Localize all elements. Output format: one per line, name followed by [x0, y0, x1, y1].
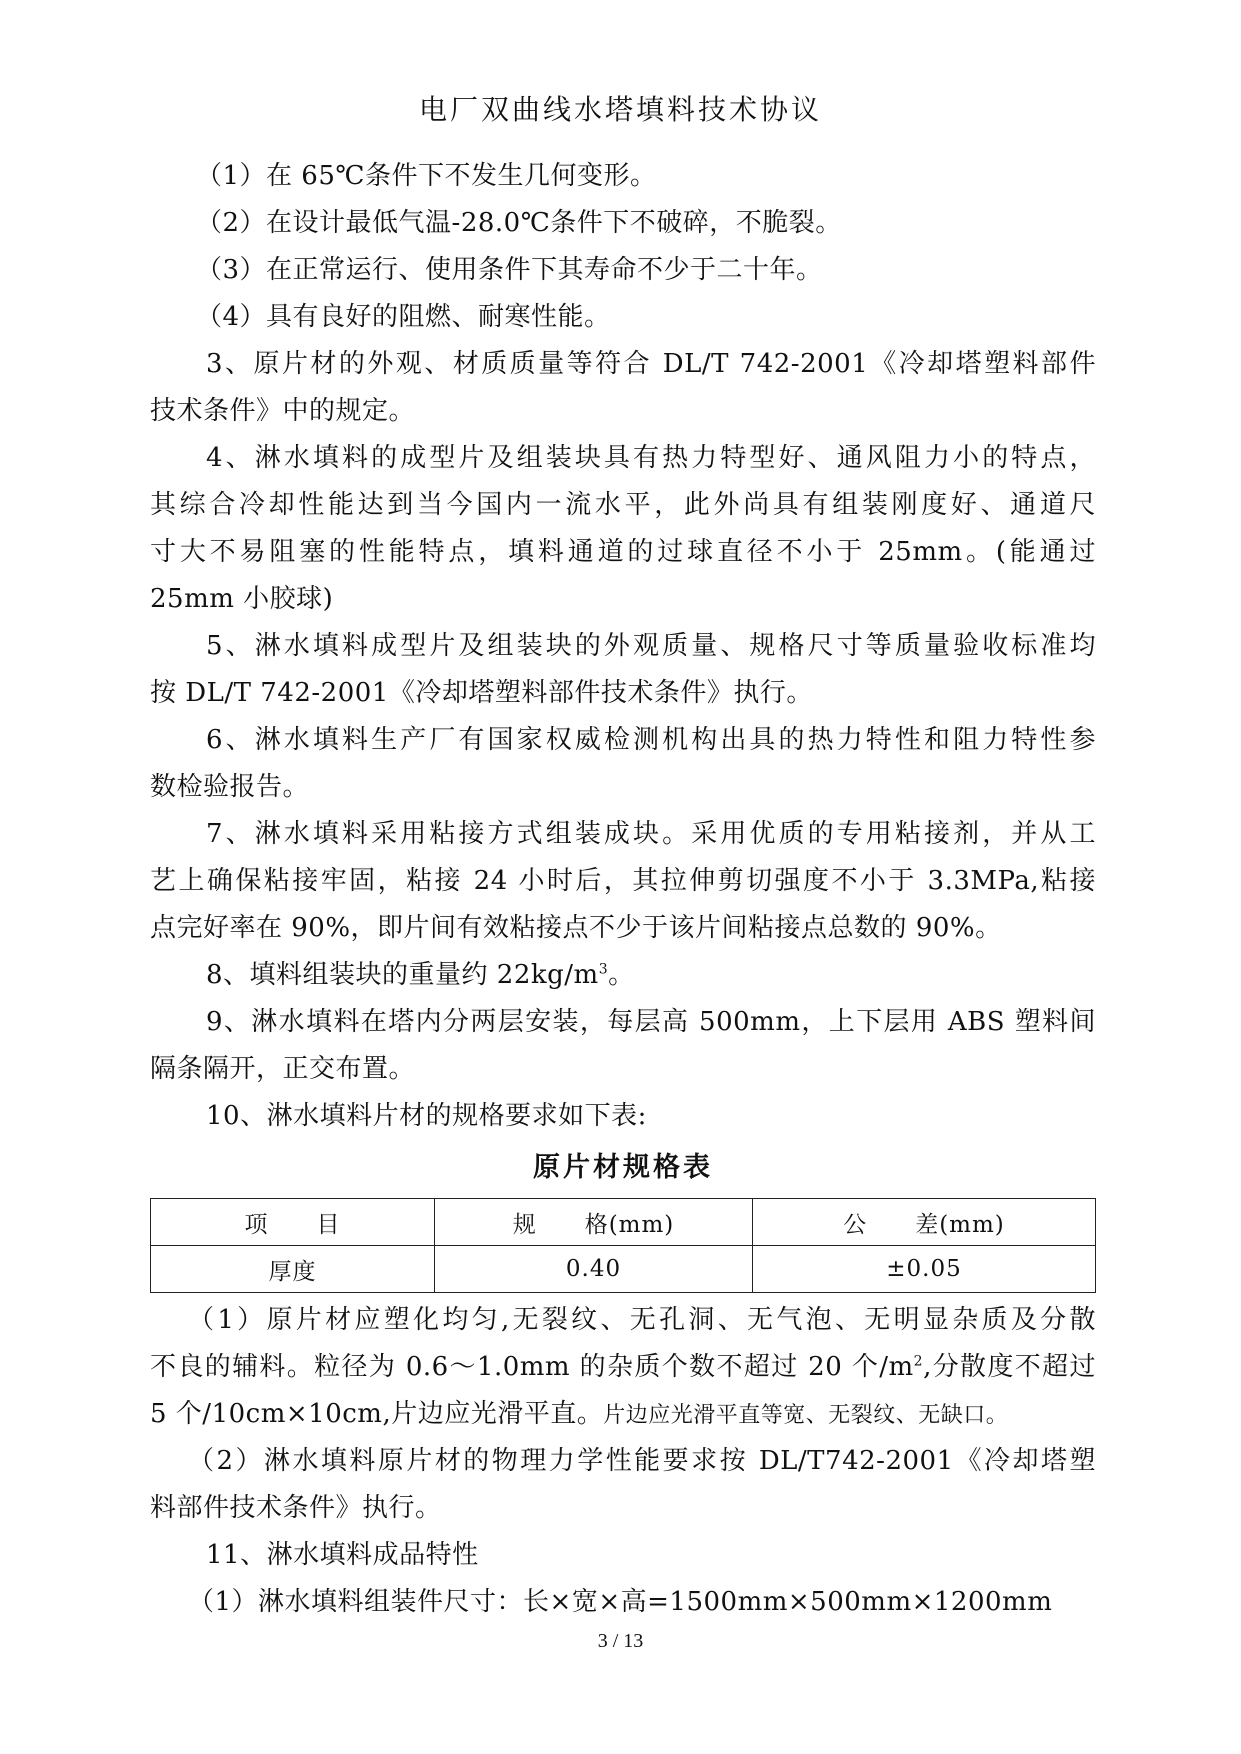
- text-line: 4、淋水填料的成型片及组装块具有热力特型好、通风阻力小的特点，: [206, 443, 1096, 473]
- superscript: 2: [913, 1353, 924, 1370]
- text-line: （4）具有良好的阻燃、耐寒性能。: [196, 302, 611, 332]
- table-cell: 0.40: [435, 1246, 753, 1293]
- text-line: 6、淋水填料生产厂有国家权威检测机构出具的热力特性和阻力特性参: [206, 725, 1096, 755]
- text-line-with-sup: [150, 1344, 1096, 1391]
- text-line: 艺上确保粘接牢固，粘接 24 小时后，其拉伸剪切强度不小于 3.3MPa,粘接: [150, 866, 1096, 896]
- page-header-title: 电厂双曲线水塔填料技术协议: [418, 93, 822, 126]
- text-line: （1）淋水填料组装件尺寸：长×宽×高=1500mm×500mm×1200mm: [188, 1587, 1053, 1617]
- text-line: 按 DL/T 742-2001《冷却塔塑料部件技术条件》执行。: [150, 678, 813, 708]
- text-line: [150, 1391, 1096, 1438]
- text-line: 3、原片材的外观、材质质量等符合 DL/T 742-2001《冷却塔塑料部件: [206, 349, 1096, 379]
- text-segment: 5 个/10cm×10cm,片边应光滑平直。: [150, 1399, 604, 1429]
- text-line: 10、淋水填料片材的规格要求如下表:: [206, 1101, 647, 1131]
- table-cell: 厚度: [151, 1246, 435, 1293]
- small-note: 片边应光滑平直等宽、无裂纹、无缺口。: [603, 1403, 1009, 1428]
- text-segment: 不良的辅料。粒径为 0.6～1.0mm 的杂质个数不超过 20 个/m: [150, 1352, 914, 1382]
- text-line: 料部件技术条件》执行。: [150, 1493, 442, 1523]
- header-cell-tolerance: 公 差(mm): [753, 1199, 1096, 1246]
- section-heading: 11、淋水填料成品特性: [206, 1540, 479, 1570]
- text-line: （1）原片材应塑化均匀,无裂纹、无孔洞、无气泡、无明显杂质及分散: [188, 1305, 1096, 1335]
- density-text: 8、填料组装块的重量约 22kg/m: [206, 960, 599, 990]
- header-cell-spec: 规 格(mm): [435, 1199, 753, 1246]
- header-cell-item: 项 目: [151, 1199, 435, 1246]
- table-title: 原片材规格表: [533, 1152, 713, 1183]
- table-row: [151, 1246, 1096, 1293]
- text-line: 技术条件》中的规定。: [150, 396, 416, 426]
- density-sup: 3: [598, 961, 609, 978]
- text-line: 点完好率在 90%，即片间有效粘接点不少于该片间粘接点总数的 90%。: [150, 913, 1002, 943]
- text-line: （2）淋水填料原片材的物理力学性能要求按 DL/T742-2001《冷却塔塑: [188, 1446, 1096, 1476]
- density-tail: 。: [608, 960, 635, 990]
- page-number: 3 / 13: [597, 1630, 644, 1652]
- spec-table: [150, 1198, 1096, 1293]
- text-line: 9、淋水填料在塔内分两层安装，每层高 500mm，上下层用 ABS 塑料间: [206, 1007, 1096, 1037]
- text-line: 寸大不易阻塞的性能特点，填料通道的过球直径不小于 25mm。(能通过: [150, 537, 1096, 567]
- text-line: 25mm 小胶球): [150, 584, 334, 614]
- text-line: 7、淋水填料采用粘接方式组装成块。采用优质的专用粘接剂，并从工: [206, 819, 1096, 849]
- density-line: [150, 952, 1096, 999]
- text-line: 隔条隔开，正交布置。: [150, 1054, 416, 1084]
- text-line: （3）在正常运行、使用条件下其寿命不少于二十年。: [196, 255, 823, 285]
- table-cell: ±0.05: [753, 1246, 1096, 1293]
- text-line: （2）在设计最低气温-28.0℃条件下不破碎，不脆裂。: [196, 208, 842, 238]
- document-body: [150, 153, 1096, 1626]
- text-line: 其综合冷却性能达到当今国内一流水平，此外尚具有组装刚度好、通道尺: [150, 490, 1096, 520]
- text-line: 5、淋水填料成型片及组装块的外观质量、规格尺寸等质量验收标准均: [206, 631, 1096, 661]
- text-line: 数检验报告。: [150, 772, 310, 802]
- text-line: （1）在 65℃条件下不发生几何变形。: [196, 161, 657, 191]
- table-header-row: [151, 1199, 1096, 1246]
- text-segment: ,分散度不超过: [923, 1352, 1096, 1382]
